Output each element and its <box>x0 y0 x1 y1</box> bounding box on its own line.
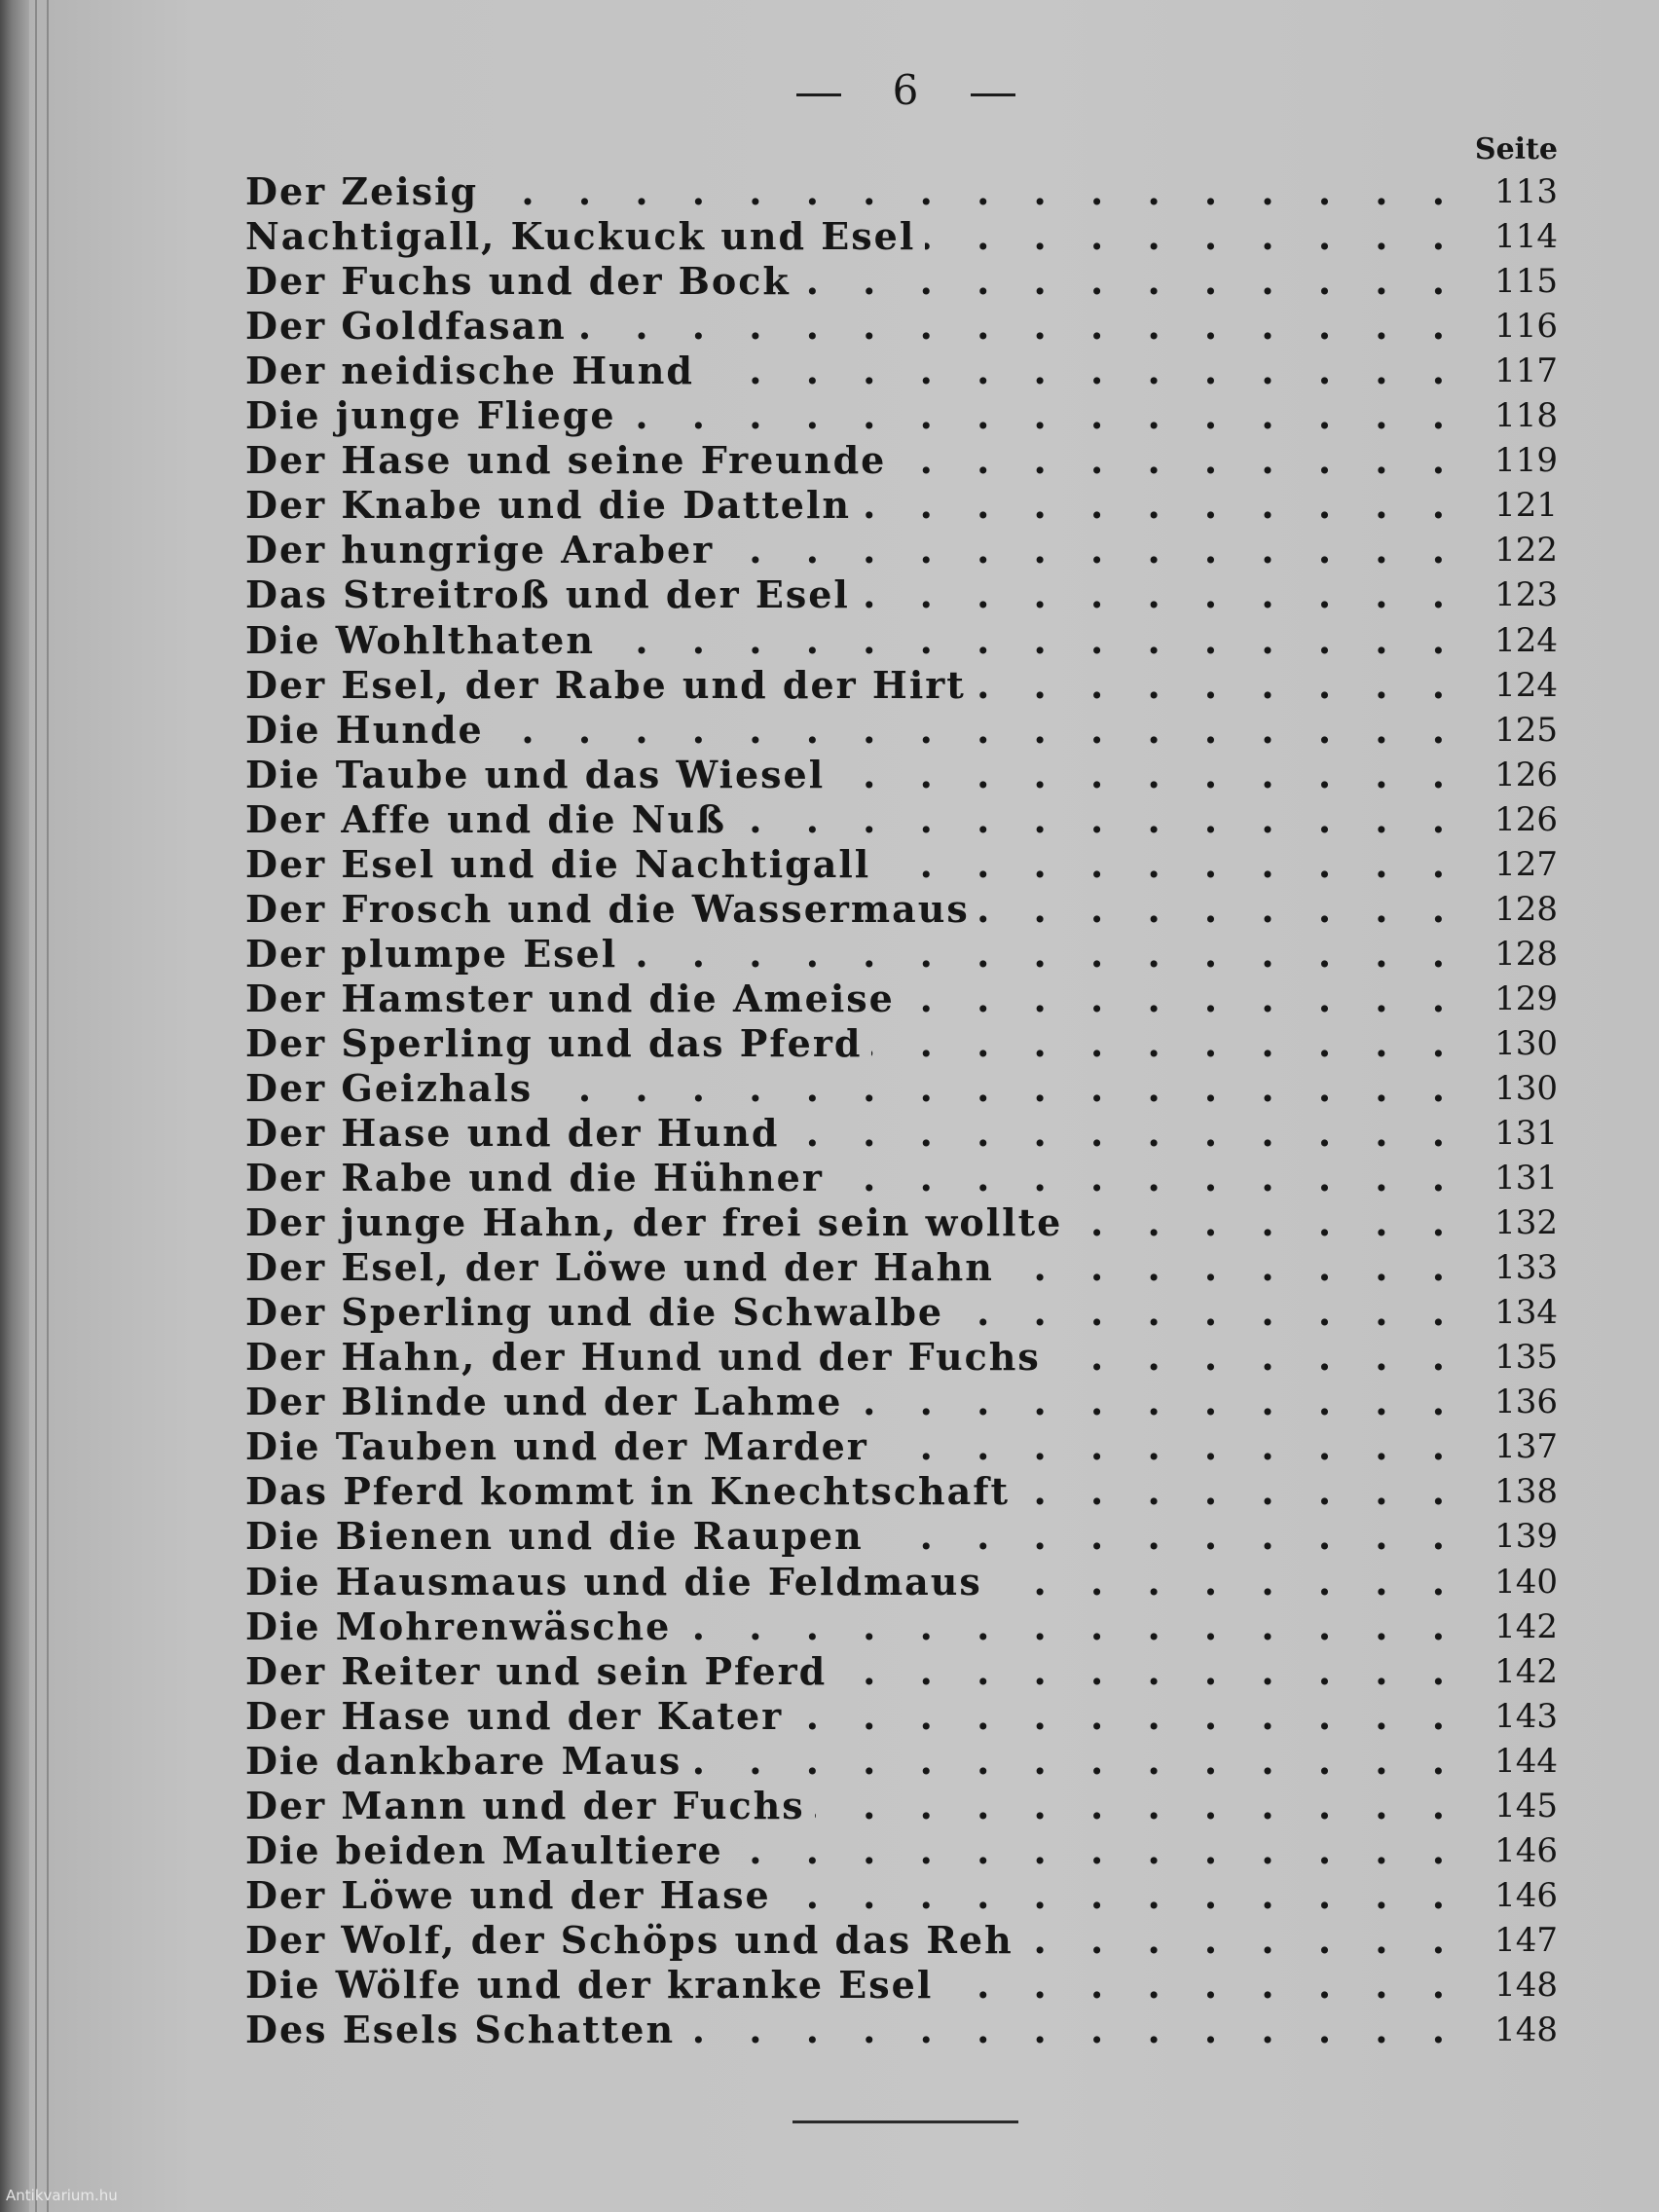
toc-dot-leader <box>494 708 1460 753</box>
toc-entry <box>245 1469 1558 1514</box>
toc-dot-leader <box>834 753 1460 797</box>
toc-entry <box>245 169 1558 214</box>
toc-dot-leader <box>979 887 1460 932</box>
toc-entry <box>245 842 1558 887</box>
toc-entry-title: Die Mohrenwäsche <box>245 1604 672 1648</box>
watermark-text: Antikvarium.hu <box>6 2187 118 2204</box>
toc-entry-title: Der plumpe Esel <box>245 931 618 976</box>
toc-dot-leader <box>942 1963 1460 2008</box>
toc-entry-page: 140 <box>1494 1562 1558 1602</box>
toc-entry-page: 126 <box>1494 799 1558 839</box>
toc-entry-title: Die dankbare Maus <box>245 1738 682 1783</box>
toc-entry-page: 127 <box>1494 844 1558 884</box>
toc-entry <box>245 1245 1558 1290</box>
toc-entry-title: Der Sperling und das Pferd <box>245 1020 863 1065</box>
toc-dot-leader <box>992 1560 1460 1604</box>
toc-entry <box>245 304 1558 349</box>
toc-entry-page: 148 <box>1494 1965 1558 2005</box>
toc-entry <box>245 1200 1558 1245</box>
toc-entry <box>245 214 1558 259</box>
toc-entry <box>245 977 1558 1021</box>
toc-dot-leader <box>860 572 1460 617</box>
toc-dot-leader <box>833 1156 1460 1200</box>
toc-entry-page: 130 <box>1494 1068 1558 1108</box>
toc-entry <box>245 1424 1558 1469</box>
page-number: 6 <box>892 66 919 114</box>
toc-entry-page: 145 <box>1494 1786 1558 1825</box>
header-dash-right <box>971 93 1015 96</box>
toc-entry <box>245 572 1558 617</box>
toc-dot-leader <box>576 304 1460 349</box>
toc-entry-page: 116 <box>1494 307 1558 347</box>
toc-entry-page: 131 <box>1494 1114 1558 1154</box>
toc-entry-title: Die Bienen und die Raupen <box>245 1514 864 1559</box>
toc-entry-title: Der Knabe und die Datteln <box>245 483 852 528</box>
toc-entry-title: Der Löwe und der Hase <box>245 1872 771 1917</box>
toc-entry <box>245 1694 1558 1739</box>
toc-dot-leader <box>1004 1245 1460 1290</box>
toc-entry-title: Der Hahn, der Hund und der Fuchs <box>245 1335 1041 1380</box>
toc-entry-page: 117 <box>1494 351 1558 391</box>
toc-entry-page: 143 <box>1494 1696 1558 1736</box>
toc-entry-page: 132 <box>1494 1203 1558 1243</box>
toc-dot-leader <box>790 1111 1461 1156</box>
toc-entry-title: Der Geizhals <box>245 1065 534 1110</box>
toc-entry-title: Das Pferd kommt in Knechtschaft <box>245 1469 1011 1514</box>
toc-entry <box>245 663 1558 708</box>
toc-entry-page: 130 <box>1494 1023 1558 1063</box>
toc-entry-page: 115 <box>1494 262 1558 302</box>
toc-entry <box>245 1828 1558 1873</box>
toc-entry <box>245 2008 1558 2052</box>
toc-entry-title: Der Reiter und sein Pferd <box>245 1648 828 1693</box>
page-header <box>0 60 1659 119</box>
toc-entry <box>245 1066 1558 1111</box>
toc-entry-page: 124 <box>1494 620 1558 660</box>
toc-dot-leader <box>861 483 1460 528</box>
toc-entry <box>245 753 1558 797</box>
footer-rule <box>793 2120 1018 2123</box>
toc-entry-page: 138 <box>1494 1472 1558 1512</box>
toc-entry-page: 142 <box>1494 1606 1558 1646</box>
toc-entry <box>245 1111 1558 1156</box>
toc-entry <box>245 1604 1558 1649</box>
toc-entry <box>245 1918 1558 1963</box>
toc-entry-title: Die Tauben und der Marder <box>245 1424 868 1469</box>
toc-dot-leader <box>736 797 1460 842</box>
toc-entry-title: Der junge Hahn, der frei sein wollte <box>245 1200 1063 1245</box>
toc-entry <box>245 528 1558 572</box>
header-dash-left <box>796 93 841 96</box>
toc-entry <box>245 259 1558 304</box>
toc-dot-leader <box>1019 1469 1460 1514</box>
toc-dot-leader <box>488 169 1460 214</box>
toc-entry-title: Der Affe und die Nuß <box>245 796 726 841</box>
toc-entry <box>245 438 1558 483</box>
toc-dot-leader <box>681 1604 1460 1649</box>
toc-dot-leader <box>605 618 1460 663</box>
toc-dot-leader <box>815 1784 1460 1828</box>
toc-entry-title: Der Zeisig <box>245 169 479 214</box>
toc-entry-title: Der Mann und der Fuchs <box>245 1783 805 1827</box>
table-of-contents <box>245 169 1558 2052</box>
toc-entry-title: Der Hase und der Kater <box>245 1693 784 1738</box>
toc-dot-leader <box>781 1873 1460 1918</box>
toc-entry-page: 118 <box>1494 396 1558 436</box>
toc-entry-title: Das Streitroß und der Esel <box>245 572 850 617</box>
gutter-line <box>47 0 49 2212</box>
toc-dot-leader <box>542 1066 1460 1111</box>
toc-entry-title: Der Fuchs und der Bock <box>245 259 791 304</box>
toc-entry-page: 133 <box>1494 1248 1558 1288</box>
toc-entry <box>245 1156 1558 1200</box>
toc-entry-title: Der Esel, der Löwe und der Hahn <box>245 1245 994 1290</box>
toc-entry-page: 147 <box>1494 1920 1558 1960</box>
toc-entry <box>245 1021 1558 1066</box>
toc-entry <box>245 1649 1558 1694</box>
toc-entry-page: 128 <box>1494 934 1558 974</box>
toc-dot-leader <box>873 1514 1460 1559</box>
toc-entry <box>245 708 1558 753</box>
toc-entry-page: 137 <box>1494 1427 1558 1467</box>
toc-entry-title: Der Hase und der Hund <box>245 1111 780 1156</box>
toc-entry <box>245 1739 1558 1784</box>
toc-dot-leader <box>925 214 1460 259</box>
toc-entry <box>245 932 1558 977</box>
toc-dot-leader <box>733 1828 1460 1873</box>
toc-dot-leader <box>871 1021 1460 1066</box>
toc-entry-title: Des Esels Schatten <box>245 2007 676 2051</box>
toc-dot-leader <box>793 1694 1460 1739</box>
toc-entry-title: Der Rabe und die Hühner <box>245 1156 824 1200</box>
toc-entry-page: 144 <box>1494 1741 1558 1781</box>
toc-entry-title: Die junge Fliege <box>245 393 616 438</box>
toc-entry-page: 146 <box>1494 1830 1558 1870</box>
toc-dot-leader <box>904 977 1460 1021</box>
toc-entry-title: Der Hase und seine Freunde <box>245 438 887 483</box>
toc-entry <box>245 483 1558 528</box>
toc-entry-page: 146 <box>1494 1875 1558 1915</box>
toc-dot-leader <box>976 663 1460 708</box>
toc-dot-leader <box>1023 1918 1460 1963</box>
toc-entry <box>245 393 1558 438</box>
toc-entry <box>245 1784 1558 1828</box>
toc-entry-page: 128 <box>1494 889 1558 929</box>
toc-entry-page: 114 <box>1494 217 1558 257</box>
toc-dot-leader <box>953 1290 1460 1335</box>
toc-dot-leader <box>1072 1200 1460 1245</box>
toc-entry <box>245 1335 1558 1380</box>
toc-dot-leader <box>878 1424 1460 1469</box>
toc-entry-page: 148 <box>1494 2009 1558 2049</box>
toc-dot-leader <box>626 393 1460 438</box>
toc-entry-page: 131 <box>1494 1159 1558 1198</box>
toc-entry-title: Der Goldfasan <box>245 304 567 349</box>
toc-dot-leader <box>1051 1335 1460 1380</box>
toc-entry-page: 136 <box>1494 1382 1558 1422</box>
book-binding-shadow <box>0 0 29 2212</box>
toc-entry <box>245 797 1558 842</box>
toc-dot-leader <box>880 842 1460 887</box>
toc-entry-title: Nachtigall, Kuckuck und Esel <box>245 214 916 259</box>
toc-entry-page: 142 <box>1494 1651 1558 1691</box>
toc-entry-page: 129 <box>1494 978 1558 1018</box>
toc-entry-title: Die Hausmaus und die Feldmaus <box>245 1559 982 1604</box>
toc-dot-leader <box>836 1649 1460 1694</box>
toc-entry-page: 121 <box>1494 486 1558 526</box>
toc-entry <box>245 1559 1558 1604</box>
toc-entry-page: 125 <box>1494 710 1558 750</box>
toc-dot-leader <box>723 528 1460 572</box>
toc-entry <box>245 1873 1558 1918</box>
toc-entry <box>245 1514 1558 1559</box>
toc-entry-page: 124 <box>1494 665 1558 705</box>
toc-entry-title: Der Hamster und die Ameise <box>245 976 895 1020</box>
toc-entry-page: 139 <box>1494 1517 1558 1557</box>
toc-entry-page: 122 <box>1494 531 1558 571</box>
toc-entry-page: 113 <box>1494 172 1558 212</box>
toc-entry-title: Der hungrige Araber <box>245 528 715 572</box>
toc-entry <box>245 1963 1558 2008</box>
gutter-line <box>35 0 37 2212</box>
toc-entry-title: Die Wölfe und der kranke Esel <box>245 1962 934 2007</box>
toc-entry-page: 134 <box>1494 1293 1558 1333</box>
toc-dot-leader <box>896 438 1460 483</box>
toc-dot-leader <box>852 1380 1460 1424</box>
toc-entry <box>245 1380 1558 1424</box>
toc-entry-page: 126 <box>1494 755 1558 794</box>
toc-entry-title: Der Esel, der Rabe und der Hirt <box>245 662 966 707</box>
toc-entry-title: Die Hunde <box>245 707 484 752</box>
toc-entry <box>245 349 1558 393</box>
toc-entry-page: 135 <box>1494 1338 1558 1378</box>
toc-dot-leader <box>684 2008 1460 2052</box>
toc-entry-title: Der Frosch und die Wassermaus <box>245 886 970 931</box>
toc-entry-title: Der Wolf, der Schöps und das Reh <box>245 1917 1014 1962</box>
page-column-heading: Seite <box>1474 132 1558 166</box>
toc-entry-page: 123 <box>1494 575 1558 615</box>
toc-dot-leader <box>704 349 1460 393</box>
toc-entry <box>245 887 1558 932</box>
toc-dot-leader <box>691 1739 1460 1784</box>
toc-entry-title: Der Esel und die Nachtigall <box>245 841 871 886</box>
toc-entry-title: Die beiden Maultiere <box>245 1827 723 1872</box>
toc-entry-title: Die Wohlthaten <box>245 617 595 662</box>
toc-entry-title: Der Blinde und der Lahme <box>245 1380 843 1424</box>
toc-entry-title: Der Sperling und die Schwalbe <box>245 1290 944 1335</box>
toc-entry-page: 119 <box>1494 441 1558 481</box>
toc-entry-title: Die Taube und das Wiesel <box>245 752 826 796</box>
toc-entry <box>245 1290 1558 1335</box>
toc-dot-leader <box>627 932 1460 977</box>
toc-entry-title: Der neidische Hund <box>245 349 694 393</box>
toc-dot-leader <box>800 259 1460 304</box>
toc-entry <box>245 617 1558 662</box>
